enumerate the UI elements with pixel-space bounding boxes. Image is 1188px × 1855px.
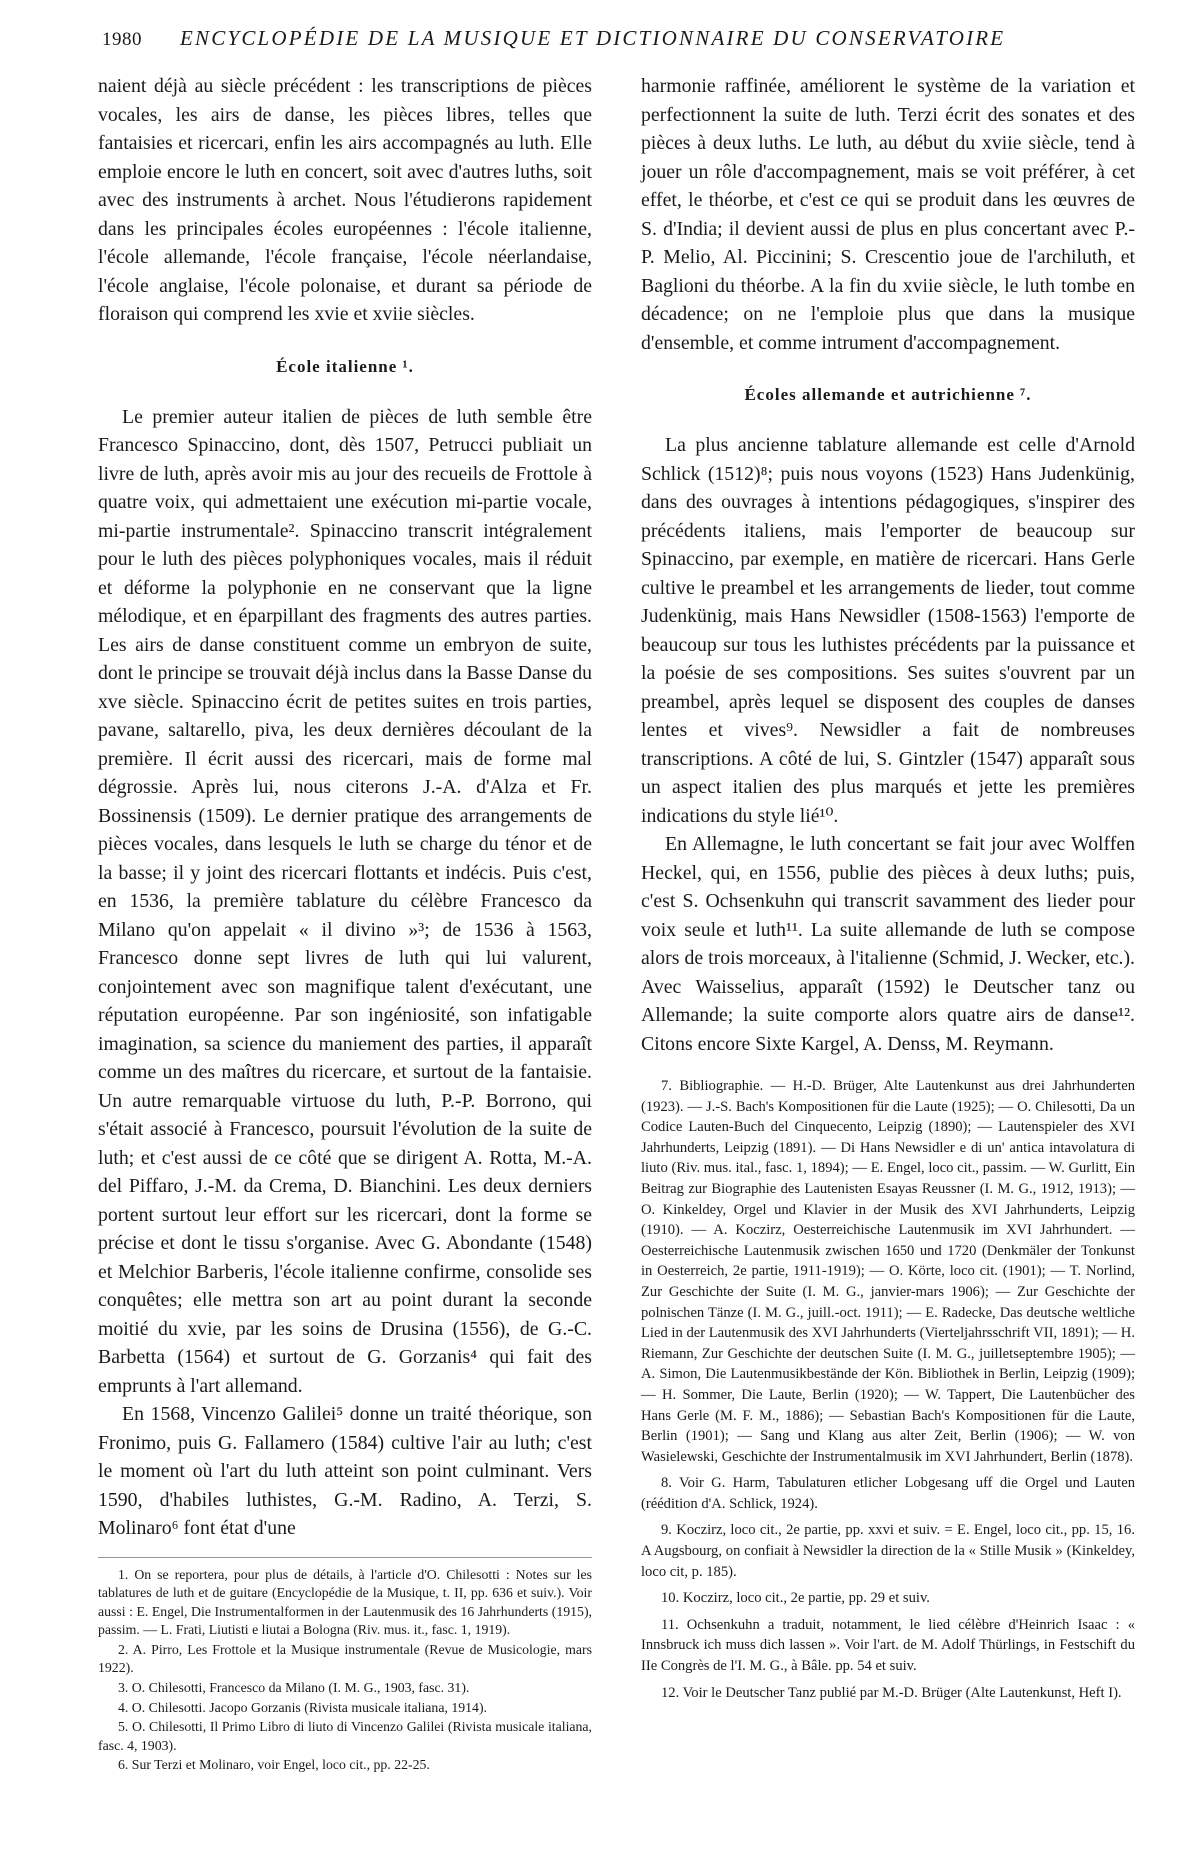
right-column xyxy=(641,72,1135,1709)
page-number: 1980 xyxy=(102,29,142,50)
footnote: 4. O. Chilesotti. Jacopo Gorzanis (Rivista musicale italiana, 1914). xyxy=(118,1699,487,1715)
footnote: 9. Koczirz, loco cit., 2e partie, pp. xxvi et suiv. = E. Engel, loco cit., pp. 15, 16. A Augsbourg, on confiait à Newsidler la direction de la « Stille Musik » (Kinkeldey, loco cit, p. 185). xyxy=(641,1522,1135,1580)
left-column xyxy=(98,72,592,1776)
right-intro-paragraph: harmonie raffinée, améliorent le système de la variation et perfectionnent la suite de luth. Terzi écrit des sonates et des pièces à deux luths. Le luth, au début du xviie siècle, tend à jouer un rôle d'accompagnement, mais se voit préférer, à cet effet, le théorbe, et c'est ce qui se produit dans les œuvres de S. d'India; il devient aussi de plus en plus concertant avec P.-P. Melio, Al. Piccinini; S. Crescentio joue de l'archiluth, et Baglioni du théorbe. A la fin du xviie siècle, le luth tombe en décadence; on ne l'emploie plus que dans la musique d'ensemble, et comme intrument d'accompagnement. xyxy=(641,75,1135,354)
running-title: ENCYCLOPÉDIE DE LA MUSIQUE ET DICTIONNAIRE DU CONSERVATOIRE xyxy=(180,26,1006,50)
footnote: 6. Sur Terzi et Molinaro, voir Engel, loco cit., pp. 22-25. xyxy=(118,1757,430,1773)
body-paragraph: La plus ancienne tablature allemande est celle d'Arnold Schlick (1512)⁸; puis nous voyons (1523) Hans Judenkünig, dans des ouvrages à intentions pédagogiques, s'inspirer des précédents italiens, mais l'emporter de beaucoup sur Spinaccino, par exemple, en matière de ricercari. Hans Gerle cultive le preambel et les arrangements de lieder, tout comme Judenkünig, mais Hans Newsidler (1508-1563) l'emporte de beaucoup sur tous les luthistes précédents par la puissance et la poésie de ses compositions. Ses suites s'ouvrent par un preambel, après lequel se disposent des couples de danses lentes et vives⁹. Newsidler a fait de nombreuses transcriptions. A côté de lui, S. Gintzler (1547) apparaît sous un aspect italien des plus marqués et jette les premières indications du style lié¹⁰. xyxy=(641,434,1135,827)
footnote: 12. Voir le Deutscher Tanz publié par M.-D. Brüger (Alte Lautenkunst, Heft I). xyxy=(661,1684,1122,1701)
body-paragraph: Le premier auteur italien de pièces de luth semble être Francesco Spinaccino, dont, dès 1507, Petrucci publiait un livre de luth, après avoir mis au jour des recueils de Frottole à quatre voix, qui admettaient une exécution mi-partie vocale, mi-partie instrumentale². Spinaccino transcrit intégralement pour le luth des pièces polyphoniques vocales, mais il réduit et déforme la polyphonie en ne conservant que la ligne mélodique, et en éparpillant des fragments des autres parties. Les airs de danse constituent comme un embryon de suite, dont le principe se trouvait déjà inclus dans la Basse Danse du xve siècle. Spinaccino écrit de petites suites en trois parties, pavane, saltarello, piva, les deux dernières découlant de la première. Il écrit aussi des ricercari, mais de forme mal dégrossie. Après lui, nous citerons J.-A. d'Alza et Fr. Bossinensis (1509). Le dernier pratique des arrangements de pièces vocales, dans lesquels le luth se charge du ténor et de la basse; il y joint des ricercari flottants et indécis. Puis c'est, en 1536, la première tablature du célèbre Francesco da Milano qu'on appelait « il divino »³; de 1536 à 1563, Francesco donne sept livres de luth qui lui valurent, conjointement avec son magnifique talent d'exécutant, une réputation européenne. Par son ingéniosité, son infatigable imagination, sa science du maniement des parties, il apparaît comme un des maîtres du ricercare, et surtout de la fantaisie. Un autre remarquable virtuose du luth, P.-P. Borrono, qui s'était associé à Francesco, poursuit l'évolution de la suite de luth; et c'est aussi de ce côté que se dirigent A. Rotta, M.-A. del Piffaro, J.-M. da Crema, D. Bianchini. Les deux derniers portent surtout leur effort sur les ricercari, dont la forme se précise et dont le tissu s'organise. Avec G. Abondante (1548) et Melchior Barberis, l'école italienne confirme, consolide ses conquêtes; elle mettra son art au point durant la seconde moitié du xvie, par les soins de Drusina (1556), de G.-C. Barbetta (1564) et surtout de G. Gorzanis⁴ qui fait des emprunts à l'art allemand. xyxy=(98,405,592,1397)
footnote: 1. On se reportera, pour plus de détails, à l'article d'O. Chilesotti : Notes sur les tablatures de luth et de guitare (Encyclopédie de la Musique, t. II, pp. 636 et suiv.). Voir aussi : E. Engel, Die Instrumentalformen in der Lautenmusik des 16 Jahrhunderts (1915), passim. — L. Frati, Liutisti e liutai a Bologna (Riv. mus. it., fasc. 1, 1919). xyxy=(98,1566,592,1638)
section-heading-german-austrian-schools: Écoles allemande et autrichienne ⁷. xyxy=(744,385,1032,404)
footnotes-left xyxy=(98,1557,592,1776)
footnote: 8. Voir G. Harm, Tabulaturen etlicher Lobgesang uff die Orgel und Lauten (réédition d'A. Schlick, 1924). xyxy=(641,1475,1135,1512)
footnote: 3. O. Chilesotti, Francesco da Milano (I. M. G., 1903, fasc. 31). xyxy=(118,1680,470,1696)
body-paragraph: En Allemagne, le luth concertant se fait jour avec Wolffen Heckel, qui, en 1556, publie des pièces à deux luths; puis, c'est S. Ochsenkuhn qui transcrit savamment des lieder pour voix seule et luth¹¹. La suite allemande de luth se compose alors de trois morceaux, à l'italienne (Schmid, J. Wecker, etc.). Avec Waisselius, apparaît (1592) le Deutscher tanz ou Allemande; la suite comporte alors quatre airs de danse¹². Citons encore Sixte Kargel, A. Denss, M. Reymann. xyxy=(641,833,1135,1055)
footnote: 2. A. Pirro, Les Frottole et la Musique instrumentale (Revue de Musicologie, mars 1922). xyxy=(98,1641,592,1676)
body-paragraph: En 1568, Vincenzo Galilei⁵ donne un traité théorique, son Fronimo, puis G. Fallamero (1584) cultive l'air au luth; c'est le moment où l'art du luth atteint son point culminant. Vers 1590, d'habiles luthistes, G.-M. Radino, A. Terzi, S. Molinaro⁶ font état d'une xyxy=(98,1403,592,1539)
footnotes-right xyxy=(641,1076,1135,1703)
section-heading-italian-school: École italienne ¹. xyxy=(276,356,414,376)
footnote: 10. Koczirz, loco cit., 2e partie, pp. 29 et suiv. xyxy=(661,1590,930,1607)
page-header xyxy=(102,26,1112,62)
footnote: 5. O. Chilesotti, Il Primo Libro di liuto di Vincenzo Galilei (Rivista musicale italiana, fasc. 4, 1903). xyxy=(98,1719,592,1753)
footnote: 11. Ochsenkuhn a traduit, notamment, le lied célèbre d'Heinrich Isaac : « Innsbruck ich muss dich lassen ». Voir l'art. de M. Adolf Thürlings, in Festschift du IIe Congrès de l'I. M. G., à Bâle. pp. 54 et suiv. xyxy=(641,1616,1135,1675)
left-intro-paragraph: naient déjà au siècle précédent : les transcriptions de pièces vocales, les airs de danse, les pièces libres, telles que fantaisies et ricercari, enfin les airs accompagnés au luth. Elle emploie encore le luth en concert, soit avec d'autres luths, soit avec des instruments à archet. Nous l'étudierons rapidement dans les principales écoles européennes : l'école italienne, l'école allemande, l'école française, l'école néerlandaise, l'école anglaise, l'école polonaise, et durant sa période de floraison qui comprend les xvie et xviie siècles. xyxy=(98,75,592,325)
footnote-bibliography: 7. Bibliographie. — H.-D. Brüger, Alte Lautenkunst aus drei Jahrhunderten (1923). — J.-S. Bach's Kompositionen für die Laute (1925); — O. Chilesotti, Da un Codice Lauten-Buch del Cinquecento, Leipzig (1890); — Lautenspieler des XVI Jahrhunderts, Leipzig (1891). — Di Hans Newsidler e di un' antica intavolatura di liuto (Riv. mus. ital., fasc. 1, 1894); — E. Engel, loco cit., passim. — W. Gurlitt, Ein Beitrag zur Biographie des Lautenisten Esayas Reussner (I. M. G., 1912, 1913); — O. Kinkeldey, Orgel und Klavier in der Musik des XVI Jahrhunderts, Leipzig (1910). — A. Koczirz, Oesterreichische Lautenmusik im XVI Jahrhundert. — Oesterreichische Lautenmusik zwischen 1650 und 1720 (Denkmäler der Tonkunst in Oesterreich, 2e partie, 1911-1919); — O. Körte, loco cit. (1901); — T. Norlind, Zur Geschichte der Suite (I. M. G., janvier-mars 1906); — Zur Geschichte der polnischen Tänze (I. M. G., juill.-oct. 1911); — E. Radecke, Das deutsche weltliche Lied in der Lautenmusik des XVI Jahrhunderts (Vierteljahrsschrift VII, 1891); — H. Riemann, Zur Geschichte der deutschen Suite (I. M. G., juilletseptembre 1905); — A. Simon, Die Lautenmusikbestände der Kön. Bibliothek in Berlin, Leipzig (1909); — H. Sommer, Die Laute, Berlin (1920); — W. Tappert, Die Lautenbücher des Hans Gerle (M. F. M., 1886); — Sebastian Bach's Kompositionen für die Laute, Berlin (1901); — Sang und Klang aus alter Zeit, Berlin (1906); — W. von Wasielewski, Geschichte der Instrumentalmusik im XVI Jahrhundert, Berlin (1878). xyxy=(641,1078,1135,1465)
